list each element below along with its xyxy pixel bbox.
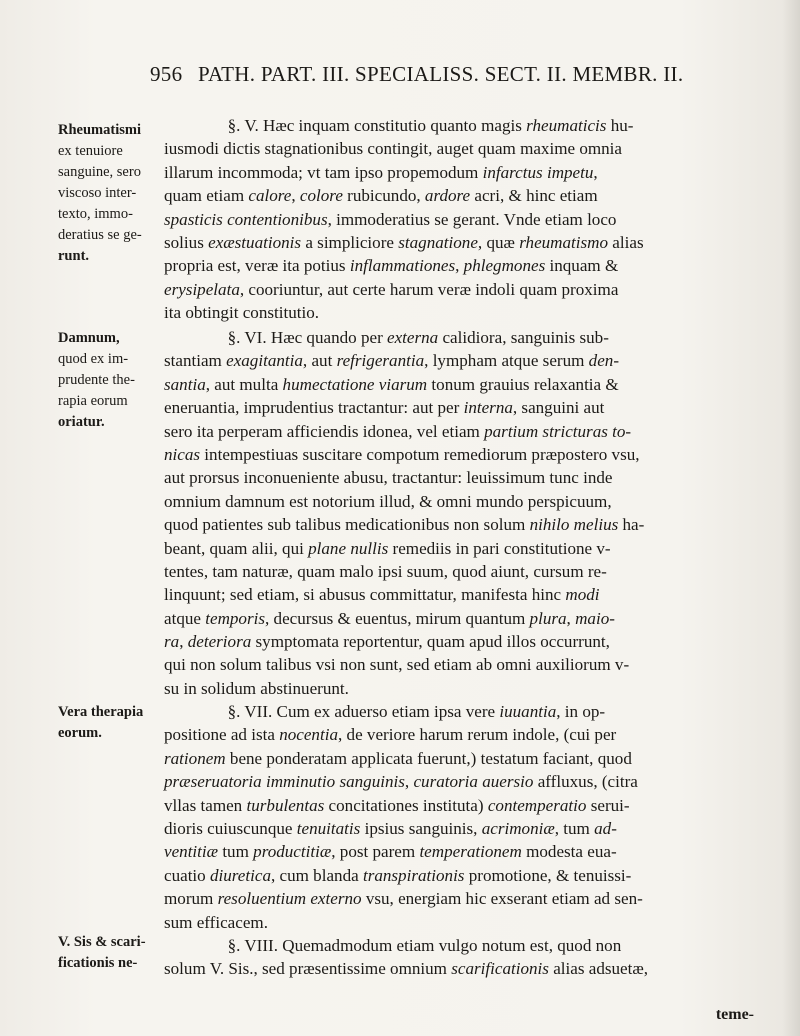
text-run: , de veriore harum rerum indole, (cui per — [337, 725, 617, 745]
italic-run: deteriora — [187, 632, 252, 652]
text-run: linquunt; sed etiam, si abusus committatur, manifesta hinc — [164, 585, 566, 605]
text-run: , — [593, 162, 598, 182]
text-run: ipsius sanguinis, — [360, 818, 482, 838]
text-line — [164, 747, 750, 770]
italic-run: temporis — [205, 608, 265, 628]
text-run: morum — [164, 889, 218, 909]
italic-run: iuuantia — [499, 702, 557, 721]
italic-run: maio- — [575, 608, 615, 628]
text-line — [164, 677, 750, 700]
text-line — [164, 794, 750, 817]
text-run: tum — [218, 842, 254, 862]
text-line — [164, 490, 750, 513]
text-line — [164, 513, 750, 536]
text-run: , cum blanda — [270, 865, 363, 885]
italic-run: tenuitatis — [296, 818, 361, 838]
text-run: , cooriuntur, aut certe harum veræ indoli quam proxima — [239, 279, 619, 299]
margin-note-line: deratius se ge- — [58, 227, 142, 243]
italic-run: den- — [588, 351, 620, 371]
italic-run: ra — [164, 632, 180, 652]
italic-run: inflammationes — [349, 256, 456, 276]
margin-note-line: texto, immo- — [58, 206, 133, 222]
italic-run: præseruatoria imminutio sanguinis — [164, 772, 405, 792]
text-run: , — [291, 186, 300, 206]
text-run: , aut — [302, 351, 337, 371]
text-line — [164, 630, 750, 653]
text-run: solum V. Sis., sed præsentissime omnium — [164, 959, 452, 979]
text-line — [164, 137, 750, 160]
margin-note-line: prudente the- — [58, 372, 135, 388]
text-line — [164, 208, 750, 231]
text-run: , lympham atque serum — [424, 351, 589, 371]
text-run: quam etiam — [164, 186, 249, 206]
text-run: affluxus, (citra — [533, 772, 638, 792]
margin-note-line: rapia eorum — [58, 393, 128, 409]
italic-run: colore — [299, 186, 343, 206]
italic-run: interna — [463, 398, 513, 418]
text-line — [164, 911, 750, 934]
margin-note-line: eorum. — [58, 725, 102, 741]
text-run: serui- — [586, 795, 630, 815]
text-run: , — [566, 608, 576, 628]
margin-note-line: runt. — [58, 248, 90, 264]
text-run: , — [455, 256, 464, 276]
text-line — [164, 770, 750, 793]
italic-run: ventitiæ — [164, 842, 219, 862]
italic-run: ad- — [594, 818, 617, 838]
text-line — [164, 278, 750, 301]
italic-run: plane nullis — [308, 538, 389, 558]
margin-note-line: V. Sis & scari- — [58, 934, 146, 950]
italic-run: nocentia — [279, 725, 338, 745]
text-line — [164, 114, 750, 137]
text-run: illarum incommoda; vt tam ipso propemodum — [164, 162, 483, 182]
italic-run: ardore — [424, 186, 471, 206]
text-line — [164, 373, 750, 396]
text-run: eneruantia, imprudentius tractantur: aut per — [164, 398, 464, 418]
text-line — [164, 700, 750, 723]
margin-note-line: Vera therapia — [58, 704, 144, 720]
italic-run: partium stricturas to- — [484, 421, 632, 441]
text-run: concitationes instituta) — [324, 795, 488, 815]
text-run: ha- — [618, 515, 645, 535]
text-run: alias — [608, 232, 644, 252]
italic-run: temperationem — [419, 842, 522, 862]
margin-note-line: viscoso inter- — [58, 185, 137, 201]
text-run: vsu, energiam hic exserant etiam ad sen- — [361, 889, 643, 909]
text-line — [164, 864, 750, 887]
margin-note-line: ex tenuiore — [58, 143, 123, 159]
text-run: , — [404, 772, 414, 792]
text-run: acri, & hinc etiam — [470, 186, 598, 206]
text-line — [164, 840, 750, 863]
italic-run: scarificationis — [451, 959, 549, 979]
text-run: , quæ — [477, 232, 520, 252]
text-run: dioris cuiuscunque — [164, 818, 297, 838]
text-run: , post parem — [331, 842, 420, 862]
paragraph-section-6 — [164, 326, 754, 700]
text-run: tonum grauius relaxantia & — [427, 374, 619, 394]
text-line — [164, 161, 750, 184]
text-run: hu- — [606, 116, 634, 135]
margin-note-line: sanguine, sero — [58, 164, 141, 180]
text-run: modesta eua- — [521, 842, 617, 862]
italic-run: rationem — [164, 748, 226, 768]
text-run: propria est, veræ ita potius — [164, 256, 350, 276]
text-line — [164, 887, 750, 910]
text-run: , immoderatius se gerant. Vnde etiam loco — [327, 209, 617, 229]
text-run: beant, quam alii, qui — [164, 538, 309, 558]
page-edge-shadow — [782, 0, 800, 1036]
italic-run: rheumaticis — [526, 116, 607, 135]
text-run: , aut multa — [205, 374, 283, 394]
italic-run: resoluentium externo — [217, 889, 362, 909]
italic-run: infarctus impetu — [482, 162, 594, 182]
text-run: atque — [164, 608, 206, 628]
catchword: teme- — [715, 1006, 754, 1023]
text-line — [164, 583, 750, 606]
text-line — [164, 326, 750, 349]
text-run: cuatio — [164, 865, 210, 885]
italic-run: nihilo melius — [529, 515, 619, 535]
text-run: tentes, tam naturæ, quam malo ipsi suum, quod aiunt, cursum re- — [164, 561, 607, 581]
text-line — [164, 184, 750, 207]
italic-run: humectatione viarum — [282, 374, 428, 394]
text-run: , — [179, 632, 188, 652]
text-run: , decursus & euentus, mirum quantum — [264, 608, 530, 628]
text-line — [164, 443, 750, 466]
italic-run: nicas — [164, 444, 201, 464]
text-run: symptomata reportentur, quam apud illos occurrunt, — [251, 632, 610, 652]
text-run: sero ita perperam afficiendis idonea, vel etiam — [164, 421, 485, 441]
italic-run: contemperatio — [487, 795, 587, 815]
italic-run: transpirationis — [362, 865, 465, 885]
running-header — [150, 62, 750, 87]
text-line — [164, 957, 750, 980]
italic-run: phlegmones — [463, 256, 546, 276]
text-run: §. VIII. Quemadmodum etiam vulgo notum est, quod non — [227, 936, 622, 955]
italic-run: calore — [248, 186, 292, 206]
text-run: sum efficacem. — [164, 912, 268, 932]
text-run: inquam & — [545, 256, 619, 276]
text-run: intempestiuas suscitare compotum remediorum præpostero vsu, — [200, 444, 640, 464]
text-line — [164, 934, 750, 957]
italic-run: modi — [565, 585, 600, 605]
italic-run: diuretica — [209, 865, 271, 885]
text-run: remediis in pari constitutione v- — [388, 538, 611, 558]
text-run: bene ponderatam applicata fuerunt,) testatum faciant, quod — [225, 748, 632, 768]
text-line — [164, 420, 750, 443]
text-run: ita obtingit constitutio. — [164, 303, 320, 323]
running-title: PATH. PART. III. SPECIALISS. SECT. II. MEMBR. II. — [197, 62, 684, 86]
margin-note-vera-therapia — [58, 702, 176, 744]
text-line — [164, 723, 750, 746]
italic-run: refrigerantia — [336, 351, 425, 371]
paragraph-section-5 — [164, 114, 754, 325]
italic-run: productitiæ — [253, 842, 332, 862]
text-run: positione ad ista — [164, 725, 280, 745]
italic-run: acrimoniæ — [481, 818, 555, 838]
margin-note-damnum — [58, 328, 176, 433]
margin-note-line: Damnum, — [58, 330, 120, 346]
text-run: §. V. Hæc inquam constitutio quanto magis — [227, 116, 527, 135]
text-run: omnium damnum est notorium illud, & omni mundo perspicuum, — [164, 491, 612, 511]
text-line — [164, 607, 750, 630]
text-run: iusmodi dictis stagnationibus contingit, auget quam maxime omnia — [164, 139, 623, 159]
text-run: solius — [164, 232, 209, 252]
text-line — [164, 537, 750, 560]
text-run: vllas tamen — [164, 795, 247, 815]
italic-run: stagnatione — [398, 232, 478, 252]
italic-run: plura — [529, 608, 567, 628]
text-line — [164, 653, 750, 676]
text-line — [164, 349, 750, 372]
paragraph-section-7 — [164, 700, 754, 934]
italic-run: externa — [387, 328, 439, 347]
margin-note-line: quod ex im- — [58, 351, 129, 367]
text-run: §. VII. Cum ex aduerso etiam ipsa vere — [227, 702, 500, 721]
text-line — [164, 817, 750, 840]
text-line — [164, 396, 750, 419]
italic-run: exagitantia — [226, 351, 303, 371]
margin-note-line: oriatur. — [58, 414, 105, 430]
italic-run: santia — [164, 374, 206, 394]
text-run: aut prorsus inconueniente abusu, tractantur: leuissimum tunc inde — [164, 468, 613, 488]
text-line — [164, 466, 750, 489]
margin-note-line: ficationis ne- — [58, 955, 138, 971]
italic-run: erysipelata — [164, 279, 240, 299]
text-line — [164, 231, 750, 254]
text-run: calidiora, sanguinis sub- — [438, 328, 609, 347]
italic-run: curatoria auersio — [413, 772, 534, 792]
text-run: quod patientes sub talibus medicationibus non solum — [164, 515, 530, 535]
margin-note-rheumatismi — [58, 120, 176, 267]
italic-run: turbulentas — [246, 795, 325, 815]
text-run: a simpliciore — [301, 232, 399, 252]
text-run: , sanguini aut — [512, 398, 605, 418]
italic-run: rheumatismo — [519, 232, 609, 252]
text-run: stantiam — [164, 351, 227, 371]
text-line — [164, 301, 750, 324]
italic-run: spasticis contentionibus — [164, 209, 328, 229]
paragraph-section-8 — [164, 934, 754, 981]
page-number: 956 — [150, 62, 183, 86]
margin-note-vsis — [58, 932, 176, 974]
text-run: promotione, & tenuissi- — [464, 865, 632, 885]
text-run: §. VI. Hæc quando per — [227, 328, 388, 347]
text-run: rubicundo, — [342, 186, 425, 206]
margin-note-line: Rheumatismi — [58, 122, 141, 138]
text-run: qui non solum talibus vsi non sunt, sed etiam ab omni auxiliorum v- — [164, 655, 630, 675]
text-run: su in solidum abstinuerunt. — [164, 678, 349, 698]
text-run: alias adsuetæ, — [548, 959, 649, 979]
text-run: , in op- — [556, 702, 606, 721]
text-line — [164, 560, 750, 583]
text-line — [164, 254, 750, 277]
italic-run: exæstuationis — [208, 232, 302, 252]
text-run: , tum — [554, 818, 595, 838]
